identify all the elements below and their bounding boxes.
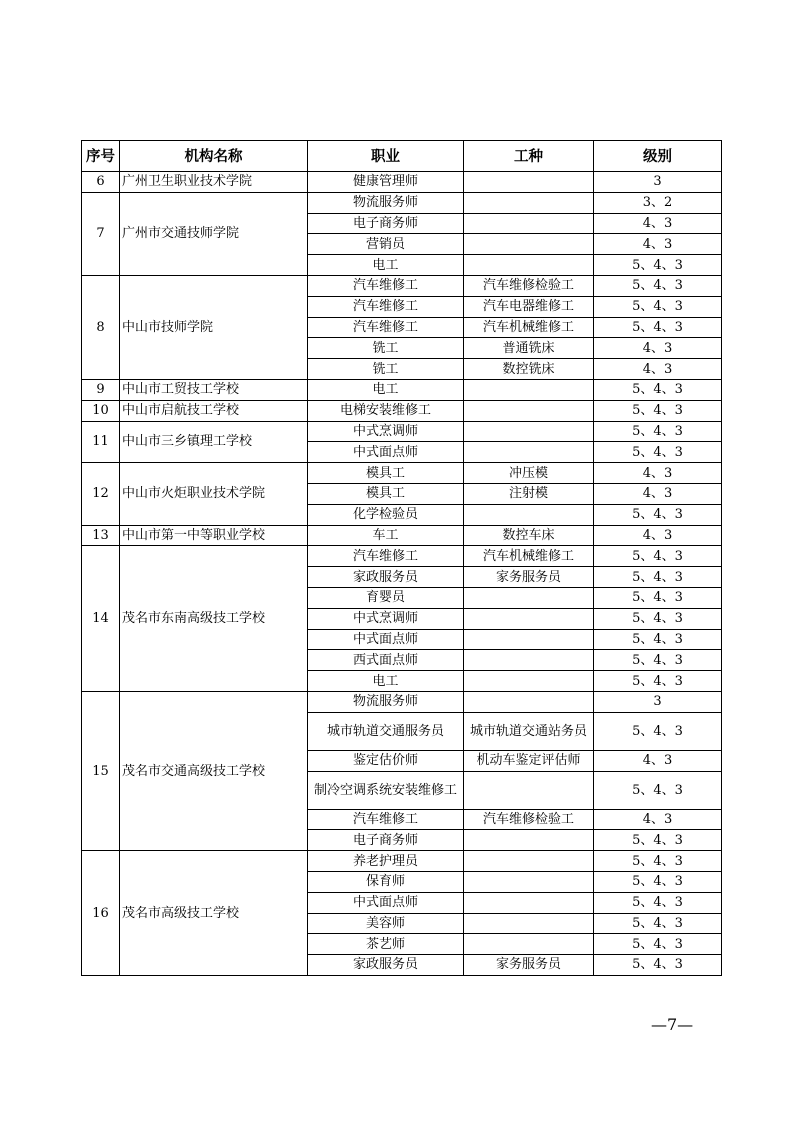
cell-level: 5、4、3 [594,871,722,892]
cell-job-type: 汽车维修检验工 [464,275,594,296]
cell-job-type: 普通铣床 [464,338,594,359]
cell-occupation: 汽车维修工 [308,296,464,317]
cell-job-type: 城市轨道交通站务员 [464,712,594,750]
cell-org-name: 中山市三乡镇理工学校 [120,421,308,463]
cell-occupation: 保育师 [308,871,464,892]
cell-level: 3 [594,691,722,712]
cell-level: 5、4、3 [594,442,722,463]
cell-occupation: 西式面点师 [308,650,464,671]
cell-job-type [464,851,594,872]
cell-level: 5、4、3 [594,504,722,525]
table-row [82,421,722,442]
cell-job-type: 家务服务员 [464,955,594,976]
cell-level: 5、4、3 [594,255,722,276]
table-row [82,546,722,567]
cell-level: 4、3 [594,359,722,380]
cell-job-type [464,421,594,442]
cell-level: 5、4、3 [594,934,722,955]
cell-level: 5、4、3 [594,712,722,750]
cell-org-name: 中山市火炬职业技术学院 [120,463,308,525]
cell-seq: 6 [82,172,120,193]
cell-occupation: 铣工 [308,359,464,380]
table-row [82,400,722,421]
cell-job-type [464,379,594,400]
cell-org-name: 中山市第一中等职业学校 [120,525,308,546]
cell-level: 3、2 [594,192,722,213]
cell-occupation: 模具工 [308,483,464,504]
cell-job-type: 汽车机械维修工 [464,317,594,338]
cell-occupation: 物流服务师 [308,691,464,712]
cell-level: 5、4、3 [594,421,722,442]
cell-job-type [464,913,594,934]
cell-seq: 15 [82,691,120,850]
cell-org-name: 中山市技师学院 [120,275,308,379]
cell-level: 3 [594,172,722,193]
cell-job-type [464,192,594,213]
cell-seq: 8 [82,275,120,379]
cell-level: 4、3 [594,809,722,830]
table-row [82,275,722,296]
cell-occupation: 电工 [308,255,464,276]
cell-occupation: 汽车维修工 [308,317,464,338]
cell-job-type [464,213,594,234]
cell-occupation: 鉴定估价师 [308,750,464,771]
cell-job-type: 汽车电器维修工 [464,296,594,317]
cell-occupation: 茶艺师 [308,934,464,955]
cell-level: 5、4、3 [594,629,722,650]
cell-job-type [464,608,594,629]
cell-job-type [464,400,594,421]
cell-org-name: 广州市交通技师学院 [120,192,308,275]
table-body [82,172,722,976]
header-seq: 序号 [82,141,120,172]
cell-job-type [464,504,594,525]
cell-job-type [464,172,594,193]
table-row [82,691,722,712]
header-level: 级别 [594,141,722,172]
cell-level: 5、4、3 [594,567,722,588]
cell-level: 5、4、3 [594,587,722,608]
header-job-type: 工种 [464,141,594,172]
cell-occupation: 美容师 [308,913,464,934]
table-row [82,192,722,213]
cell-level: 5、4、3 [594,296,722,317]
cell-occupation: 中式烹调师 [308,421,464,442]
cell-occupation: 电工 [308,379,464,400]
cell-occupation: 营销员 [308,234,464,255]
cell-org-name: 茂名市东南高级技工学校 [120,546,308,692]
cell-occupation: 电梯安装维修工 [308,400,464,421]
cell-org-name: 中山市启航技工学校 [120,400,308,421]
cell-level: 5、4、3 [594,955,722,976]
cell-job-type [464,255,594,276]
cell-occupation: 育婴员 [308,587,464,608]
cell-org-name: 中山市工贸技工学校 [120,379,308,400]
cell-level: 4、3 [594,338,722,359]
cell-occupation: 中式面点师 [308,629,464,650]
cell-level: 5、4、3 [594,317,722,338]
cell-level: 4、3 [594,234,722,255]
cell-job-type [464,587,594,608]
cell-level: 5、4、3 [594,275,722,296]
cell-occupation: 中式面点师 [308,442,464,463]
cell-job-type [464,691,594,712]
cell-level: 5、4、3 [594,400,722,421]
header-occupation: 职业 [308,141,464,172]
cell-seq: 14 [82,546,120,692]
cell-seq: 13 [82,525,120,546]
cell-occupation: 家政服务员 [308,567,464,588]
cell-job-type [464,871,594,892]
cell-occupation: 养老护理员 [308,851,464,872]
table-row [82,851,722,872]
cell-occupation: 物流服务师 [308,192,464,213]
institution-table [81,140,722,976]
cell-job-type [464,771,594,809]
cell-level: 5、4、3 [594,546,722,567]
cell-job-type [464,629,594,650]
cell-occupation: 城市轨道交通服务员 [308,712,464,750]
header-org: 机构名称 [120,141,308,172]
cell-level: 4、3 [594,483,722,504]
cell-job-type [464,892,594,913]
cell-occupation: 模具工 [308,463,464,484]
cell-seq: 11 [82,421,120,463]
table-row [82,172,722,193]
cell-org-name: 茂名市高级技工学校 [120,851,308,976]
cell-level: 5、4、3 [594,771,722,809]
cell-occupation: 电子商务师 [308,213,464,234]
table-header-row [82,141,722,172]
cell-level: 4、3 [594,750,722,771]
cell-job-type: 冲压模 [464,463,594,484]
cell-occupation: 制冷空调系统安装维修工 [308,771,464,809]
table-row [82,379,722,400]
cell-level: 5、4、3 [594,379,722,400]
cell-org-name: 茂名市交通高级技工学校 [120,691,308,850]
cell-occupation: 化学检验员 [308,504,464,525]
cell-level: 5、4、3 [594,892,722,913]
cell-seq: 10 [82,400,120,421]
cell-level: 5、4、3 [594,830,722,851]
cell-level: 5、4、3 [594,851,722,872]
cell-job-type: 数控车床 [464,525,594,546]
cell-occupation: 车工 [308,525,464,546]
cell-level: 4、3 [594,525,722,546]
cell-occupation: 健康管理师 [308,172,464,193]
cell-job-type: 汽车维修检验工 [464,809,594,830]
cell-seq: 7 [82,192,120,275]
cell-job-type [464,934,594,955]
cell-level: 5、4、3 [594,913,722,934]
cell-seq: 9 [82,379,120,400]
table-row [82,463,722,484]
cell-level: 4、3 [594,463,722,484]
cell-level: 4、3 [594,213,722,234]
cell-occupation: 电子商务师 [308,830,464,851]
cell-level: 5、4、3 [594,671,722,692]
cell-job-type [464,650,594,671]
cell-occupation: 中式烹调师 [308,608,464,629]
cell-seq: 16 [82,851,120,976]
cell-occupation: 汽车维修工 [308,809,464,830]
cell-occupation: 家政服务员 [308,955,464,976]
cell-level: 5、4、3 [594,650,722,671]
cell-job-type: 机动车鉴定评估师 [464,750,594,771]
cell-job-type [464,671,594,692]
cell-job-type: 注射模 [464,483,594,504]
cell-org-name: 广州卫生职业技术学院 [120,172,308,193]
cell-level: 5、4、3 [594,608,722,629]
cell-occupation: 中式面点师 [308,892,464,913]
cell-job-type [464,830,594,851]
cell-occupation: 铣工 [308,338,464,359]
cell-job-type [464,442,594,463]
cell-job-type: 数控铣床 [464,359,594,380]
cell-job-type: 汽车机械维修工 [464,546,594,567]
table-row [82,525,722,546]
cell-job-type [464,234,594,255]
cell-job-type: 家务服务员 [464,567,594,588]
cell-occupation: 电工 [308,671,464,692]
cell-seq: 12 [82,463,120,525]
page-number: —7— [651,1015,694,1034]
cell-occupation: 汽车维修工 [308,275,464,296]
cell-occupation: 汽车维修工 [308,546,464,567]
